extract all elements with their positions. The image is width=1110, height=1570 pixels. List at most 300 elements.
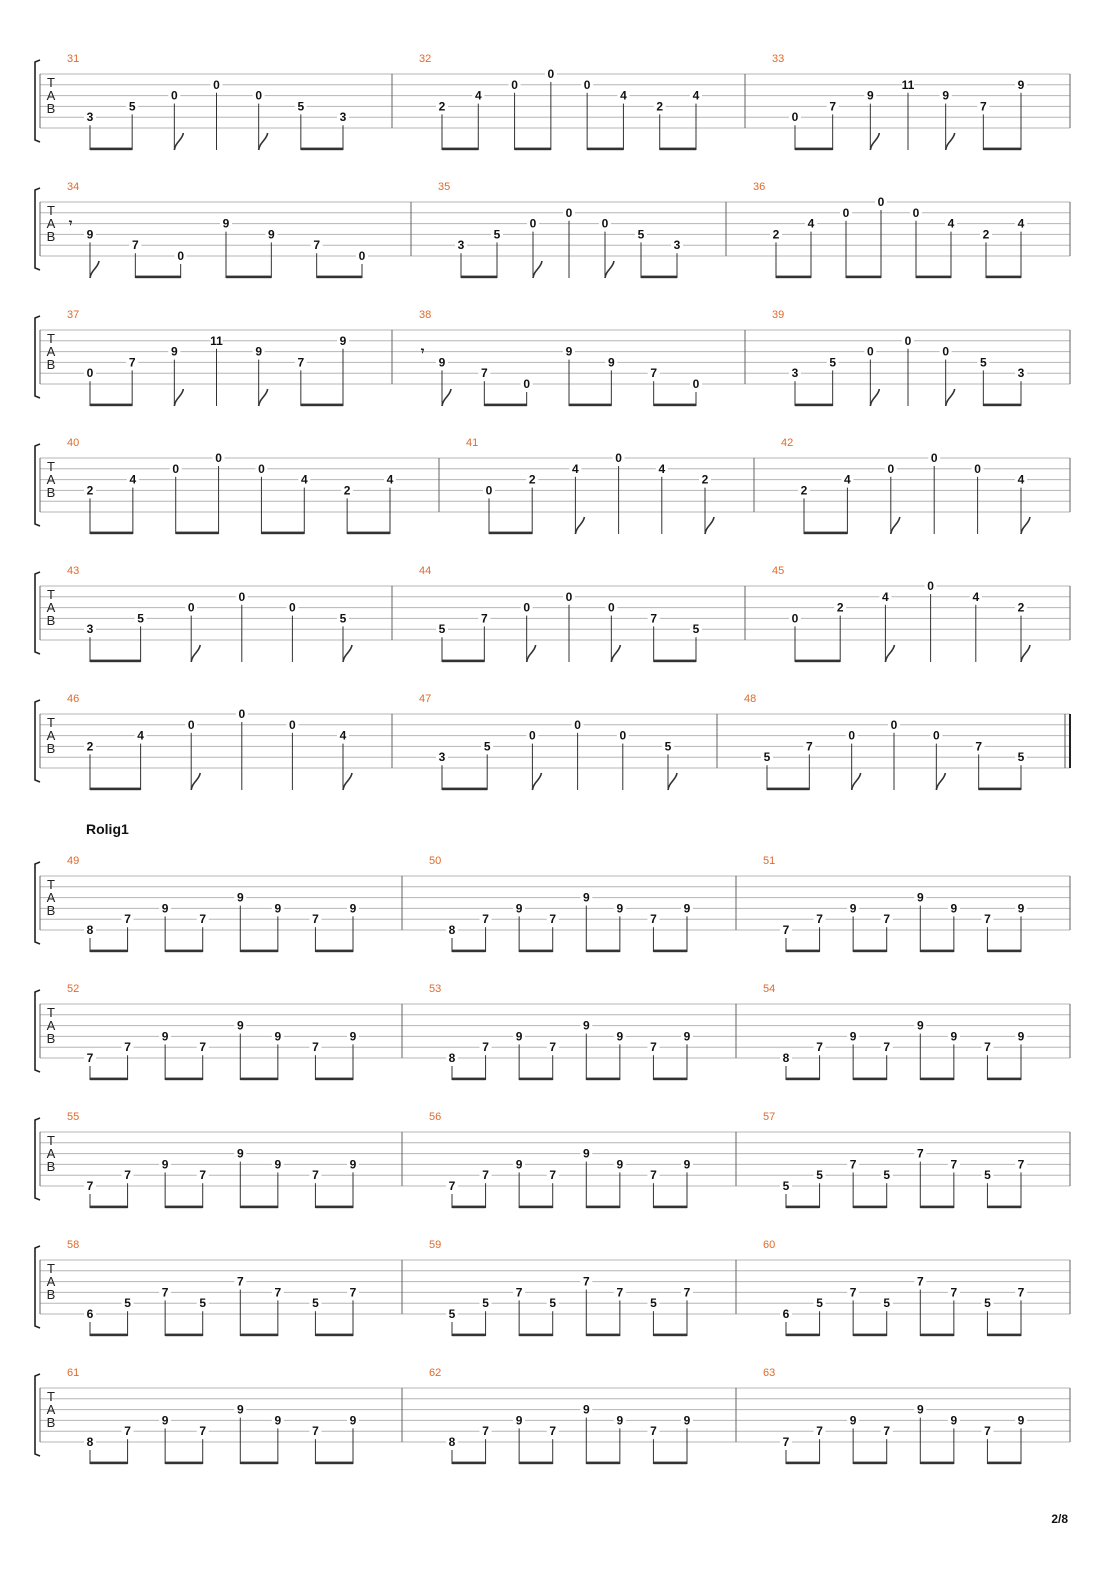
note-beam [767, 788, 809, 791]
fret-number: 7 [650, 912, 657, 927]
fret-number: 5 [483, 739, 491, 754]
note-beam [795, 148, 833, 151]
fret-number: 7 [984, 1424, 991, 1439]
fret-number: 9 [267, 227, 275, 242]
note-beam [90, 1334, 128, 1337]
fret-number: 9 [236, 890, 244, 905]
fret-number: 9 [222, 216, 230, 231]
tab-system [35, 53, 1070, 150]
fret-number: 7 [650, 366, 658, 381]
note-beam [90, 148, 132, 151]
fret-number: 7 [883, 1040, 891, 1055]
fret-number: 7 [549, 912, 557, 927]
measure-number: 33 [772, 53, 785, 65]
note-beam [315, 1462, 353, 1465]
fret-number: 7 [482, 1424, 489, 1439]
fret-number: 9 [86, 227, 94, 242]
measure [753, 181, 1070, 278]
measure-number: 38 [419, 309, 432, 321]
note-flag [852, 773, 861, 790]
fret-number: 7 [816, 1040, 823, 1055]
fret-number: 0 [615, 451, 622, 465]
fret-number: 9 [1017, 1029, 1025, 1044]
fret-number: 7 [86, 1179, 94, 1193]
note-beam [489, 532, 532, 535]
note-beam [240, 1462, 278, 1465]
fret-number: 4 [474, 88, 482, 103]
tab-clef-letter: A [46, 600, 56, 615]
measure-number: 63 [763, 1367, 776, 1379]
measure-number: 53 [429, 983, 442, 995]
fret-number: 7 [816, 912, 823, 927]
fret-number: 0 [791, 611, 799, 626]
fret-number: 0 [289, 717, 296, 732]
note-beam [853, 950, 887, 953]
measure-number: 48 [744, 693, 757, 705]
fret-number: 0 [485, 483, 493, 498]
fret-number: 5 [128, 99, 136, 114]
fret-number: 5 [1017, 750, 1025, 765]
fret-number: 7 [161, 1285, 169, 1300]
fret-number: 9 [582, 1402, 590, 1417]
fret-number: 6 [782, 1307, 790, 1321]
fret-number: 0 [289, 600, 296, 615]
note-beam [452, 950, 486, 953]
fret-number: 9 [565, 344, 573, 359]
note-beam [986, 276, 1021, 279]
measure [772, 309, 1070, 406]
fret-number: 9 [866, 88, 874, 103]
tab-system [35, 1239, 1070, 1336]
fret-number: 0 [565, 205, 573, 220]
measure [67, 1111, 402, 1208]
fret-number: 5 [124, 1296, 131, 1311]
note-beam [920, 1206, 954, 1209]
fret-number: 0 [890, 717, 898, 732]
fret-number: 7 [312, 912, 319, 927]
tab-clef-letter: A [46, 88, 56, 103]
fret-number: 7 [916, 1146, 924, 1161]
fret-number: 5 [312, 1296, 319, 1311]
fret-number: 7 [128, 355, 136, 370]
fret-number: 4 [129, 472, 137, 487]
fret-number: 0 [866, 344, 874, 359]
fret-number: 5 [297, 99, 305, 114]
measure [763, 855, 1070, 952]
system-bracket [35, 1118, 40, 1200]
note-flag [191, 773, 200, 790]
note-beam [261, 532, 304, 535]
fret-number: 7 [236, 1274, 244, 1289]
note-beam [979, 788, 1021, 791]
note-beam [90, 1462, 128, 1465]
note-beam [442, 148, 478, 151]
note-beam [135, 276, 180, 279]
fret-number: 2 [982, 227, 990, 242]
fret-number: 7 [805, 739, 813, 754]
fret-number: 4 [137, 728, 144, 743]
fret-number: 5 [650, 1296, 657, 1311]
note-flag [891, 517, 900, 534]
note-beam [920, 1334, 954, 1337]
measure [781, 437, 1070, 534]
measure [67, 309, 392, 406]
tab-system [35, 437, 1070, 534]
note-beam [853, 1078, 887, 1081]
fret-number: 4 [386, 472, 394, 487]
fret-number: 2 [1017, 600, 1025, 615]
tab-clef-letter: B [46, 229, 56, 244]
fret-number: 0 [529, 728, 536, 743]
fret-number: 4 [572, 461, 579, 476]
fret-number: 5 [816, 1296, 823, 1311]
measure [763, 1111, 1070, 1208]
note-beam [786, 1334, 820, 1337]
measure-number: 43 [67, 565, 80, 577]
note-beam [519, 1078, 553, 1081]
fret-number: 5 [883, 1168, 891, 1183]
fret-number: 7 [349, 1285, 357, 1300]
fret-number: 9 [582, 1018, 590, 1033]
fret-number: 7 [124, 1168, 131, 1183]
measure [419, 53, 745, 150]
note-beam [442, 660, 484, 663]
fret-number: 4 [882, 589, 889, 604]
fret-number: 9 [274, 1029, 282, 1044]
fret-number: 7 [816, 1424, 823, 1439]
fret-number: 0 [187, 600, 195, 615]
fret-number: 8 [86, 1435, 94, 1449]
note-beam [90, 788, 141, 791]
fret-number: 7 [650, 1040, 657, 1055]
note-beam [795, 660, 840, 663]
fret-number: 9 [515, 1029, 523, 1044]
measure-number: 54 [763, 983, 776, 995]
measure [67, 53, 392, 150]
tab-clef-letter: T [47, 203, 55, 218]
measure-number: 59 [429, 1239, 442, 1251]
note-beam [786, 1206, 820, 1209]
fret-number: 4 [972, 589, 980, 604]
fret-number: 7 [199, 1168, 207, 1183]
fret-number: 5 [448, 1307, 456, 1321]
tab-clef-letter: T [47, 75, 55, 90]
measure-number: 35 [438, 181, 451, 193]
fret-number: 7 [312, 1168, 319, 1183]
fret-number: 0 [238, 589, 246, 604]
fret-number: 2 [656, 99, 664, 114]
fret-number: 5 [692, 622, 700, 637]
fret-number: 9 [161, 901, 169, 916]
fret-number: 7 [312, 1040, 319, 1055]
note-flag [533, 261, 542, 278]
fret-number: 2 [438, 99, 446, 114]
fret-number: 9 [236, 1402, 244, 1417]
note-beam [226, 276, 271, 279]
note-beam [586, 1206, 620, 1209]
measure-number: 40 [67, 437, 80, 449]
measure-number: 39 [772, 309, 785, 321]
tab-system [35, 309, 1070, 406]
fret-number: 0 [86, 366, 94, 381]
tab-system [35, 181, 1070, 278]
measure-number: 51 [763, 855, 776, 867]
note-flag [191, 645, 200, 662]
fret-number: 9 [274, 1157, 282, 1172]
system-bracket [35, 60, 40, 142]
tab-clef-letter: A [46, 1146, 56, 1161]
fret-number: 4 [692, 88, 700, 103]
fret-number: 7 [782, 923, 790, 937]
tab-clef-letter: T [47, 459, 55, 474]
fret-number: 9 [950, 1413, 958, 1428]
measure-number: 31 [67, 53, 80, 65]
note-beam [916, 276, 951, 279]
measure [438, 181, 726, 278]
note-beam [987, 1078, 1021, 1081]
fret-number: 5 [664, 739, 672, 754]
fret-number: 9 [616, 901, 624, 916]
fret-number: 2 [343, 483, 351, 498]
fret-number: 5 [984, 1296, 991, 1311]
fret-number: 7 [131, 238, 139, 253]
note-beam [90, 532, 133, 535]
fret-number: 7 [199, 1040, 207, 1055]
note-flag [668, 773, 677, 790]
fret-number: 9 [236, 1018, 244, 1033]
fret-number: 0 [177, 249, 185, 263]
measure-number: 52 [67, 983, 80, 995]
fret-number: 9 [683, 1413, 691, 1428]
fret-number: 8 [86, 923, 94, 937]
system-bracket [35, 316, 40, 398]
fret-number: 5 [763, 750, 771, 765]
fret-number: 7 [1017, 1157, 1025, 1172]
note-beam [804, 532, 847, 535]
note-beam [987, 1334, 1021, 1337]
fret-number: 7 [549, 1168, 557, 1183]
fret-number: 7 [448, 1179, 456, 1193]
fret-number: 3 [791, 366, 799, 381]
note-flag [532, 773, 541, 790]
measure [429, 1239, 736, 1336]
measure-number: 46 [67, 693, 80, 705]
fret-number: 9 [255, 344, 263, 359]
fret-number: 0 [842, 205, 850, 220]
tab-system [35, 1111, 1070, 1208]
fret-number: 5 [816, 1168, 823, 1183]
note-beam [452, 1334, 486, 1337]
note-beam [853, 1334, 887, 1337]
system-bracket [35, 990, 40, 1072]
note-beam [586, 1462, 620, 1465]
eighth-rest: 𝄾 [69, 216, 73, 230]
measure-number: 44 [419, 565, 432, 577]
note-beam [519, 950, 553, 953]
note-flag [946, 389, 955, 406]
fret-number: 7 [979, 99, 987, 114]
fret-number: 4 [1017, 472, 1025, 487]
fret-number: 5 [979, 355, 987, 370]
note-flag [936, 773, 945, 790]
fret-number: 0 [583, 77, 591, 92]
fret-number: 0 [358, 249, 366, 263]
fret-number: 7 [482, 1040, 489, 1055]
note-flag [885, 645, 894, 662]
fret-number: 3 [673, 238, 681, 253]
measure-number: 41 [466, 437, 479, 449]
fret-number: 9 [942, 88, 950, 103]
fret-number: 9 [349, 1029, 357, 1044]
note-beam [920, 950, 954, 953]
note-flag [605, 261, 614, 278]
tab-clef-letter: B [46, 903, 56, 918]
measure-number: 47 [419, 693, 432, 705]
note-beam [90, 660, 141, 663]
fret-number: 5 [493, 227, 501, 242]
tab-system [35, 565, 1070, 662]
fret-number: 0 [887, 461, 895, 476]
fret-number: 5 [549, 1296, 557, 1311]
note-flag [1021, 645, 1030, 662]
tab-clef-letter: T [47, 331, 55, 346]
fret-number: 0 [942, 344, 950, 359]
tab-clef-letter: B [46, 485, 56, 500]
fret-number: 8 [782, 1051, 790, 1065]
note-beam [653, 950, 687, 953]
fret-number: 9 [916, 1402, 924, 1417]
note-beam [301, 404, 343, 407]
note-beam [165, 1078, 203, 1081]
system-bracket [35, 700, 40, 782]
fret-number: 7 [650, 611, 658, 626]
fret-number: 0 [932, 728, 940, 743]
fret-number: 9 [950, 901, 958, 916]
note-flag [575, 517, 584, 534]
measure-number: 36 [753, 181, 766, 193]
note-flag [343, 645, 352, 662]
note-flag [259, 133, 268, 150]
fret-number: 3 [1017, 366, 1025, 381]
measure [67, 181, 411, 278]
tab-clef-letter: B [46, 613, 56, 628]
note-beam [987, 950, 1021, 953]
note-flag [343, 773, 352, 790]
note-flag [442, 389, 451, 406]
note-beam [654, 404, 696, 407]
fret-number: 7 [883, 1424, 891, 1439]
note-flag [1021, 517, 1030, 534]
fret-number: 9 [438, 355, 446, 370]
fret-number: 7 [650, 1424, 657, 1439]
fret-number: 4 [339, 728, 347, 743]
tab-clef-letter: A [46, 472, 56, 487]
tab-clef-letter: T [47, 1133, 55, 1148]
fret-number: 4 [620, 88, 627, 103]
measure-number: 45 [772, 565, 785, 577]
fret-number: 7 [916, 1274, 924, 1289]
tab-system [35, 983, 1070, 1080]
fret-number: 9 [916, 1018, 924, 1033]
note-beam [776, 276, 811, 279]
fret-number: 7 [782, 1435, 790, 1449]
note-beam [569, 404, 611, 407]
measure [429, 1367, 736, 1464]
measure [67, 1239, 402, 1336]
system-bracket [35, 862, 40, 944]
measure-number: 62 [429, 1367, 442, 1379]
note-beam [653, 1206, 687, 1209]
fret-number: 9 [683, 901, 691, 916]
note-flag [611, 645, 620, 662]
tab-clef-letter: B [46, 1415, 56, 1430]
section-labels [86, 821, 129, 837]
measure-number: 57 [763, 1111, 776, 1123]
fret-number: 3 [438, 750, 446, 765]
note-beam [315, 1206, 353, 1209]
fret-number: 0 [213, 77, 220, 92]
fret-number: 0 [187, 717, 195, 732]
tab-clef-letter: B [46, 741, 56, 756]
fret-number: 5 [339, 611, 347, 626]
fret-number: 7 [549, 1424, 557, 1439]
fret-number: 9 [616, 1157, 624, 1172]
fret-number: 9 [582, 890, 590, 905]
note-beam [795, 404, 833, 407]
tab-clef-letter: B [46, 357, 56, 372]
tab-system [35, 693, 1070, 790]
fret-number: 9 [683, 1157, 691, 1172]
fret-number: 7 [86, 1051, 94, 1065]
fret-number: 7 [549, 1040, 557, 1055]
tab-clef-letter: T [47, 1005, 55, 1020]
note-flag [870, 133, 879, 150]
system-bracket [35, 572, 40, 654]
fret-number: 7 [650, 1168, 657, 1183]
fret-number: 11 [210, 333, 223, 348]
measure [772, 565, 1070, 662]
note-flag [174, 389, 183, 406]
tab-clef-letter: T [47, 877, 55, 892]
fret-number: 7 [1017, 1285, 1025, 1300]
fret-number: 7 [480, 611, 488, 626]
note-beam [586, 1334, 620, 1337]
note-beam [853, 1462, 887, 1465]
note-flag [259, 389, 268, 406]
tab-system [35, 1367, 1070, 1464]
fret-number: 9 [950, 1029, 958, 1044]
note-beam [515, 148, 551, 151]
fret-number: 9 [170, 344, 178, 359]
fret-number: 9 [1017, 77, 1025, 92]
fret-number: 0 [523, 377, 531, 391]
note-beam [983, 148, 1021, 151]
fret-number: 0 [927, 579, 934, 593]
measure [67, 1367, 402, 1464]
note-beam [90, 1078, 128, 1081]
measure-number: 56 [429, 1111, 442, 1123]
fret-number: 3 [86, 622, 94, 637]
fret-number: 9 [161, 1157, 169, 1172]
fret-number: 0 [601, 216, 609, 231]
note-beam [846, 276, 881, 279]
fret-number: 8 [448, 1051, 456, 1065]
measure-number: 34 [67, 181, 80, 193]
fret-number: 0 [255, 88, 263, 103]
measure-number: 60 [763, 1239, 776, 1251]
fret-number: 5 [782, 1179, 790, 1193]
fret-number: 5 [984, 1168, 991, 1183]
